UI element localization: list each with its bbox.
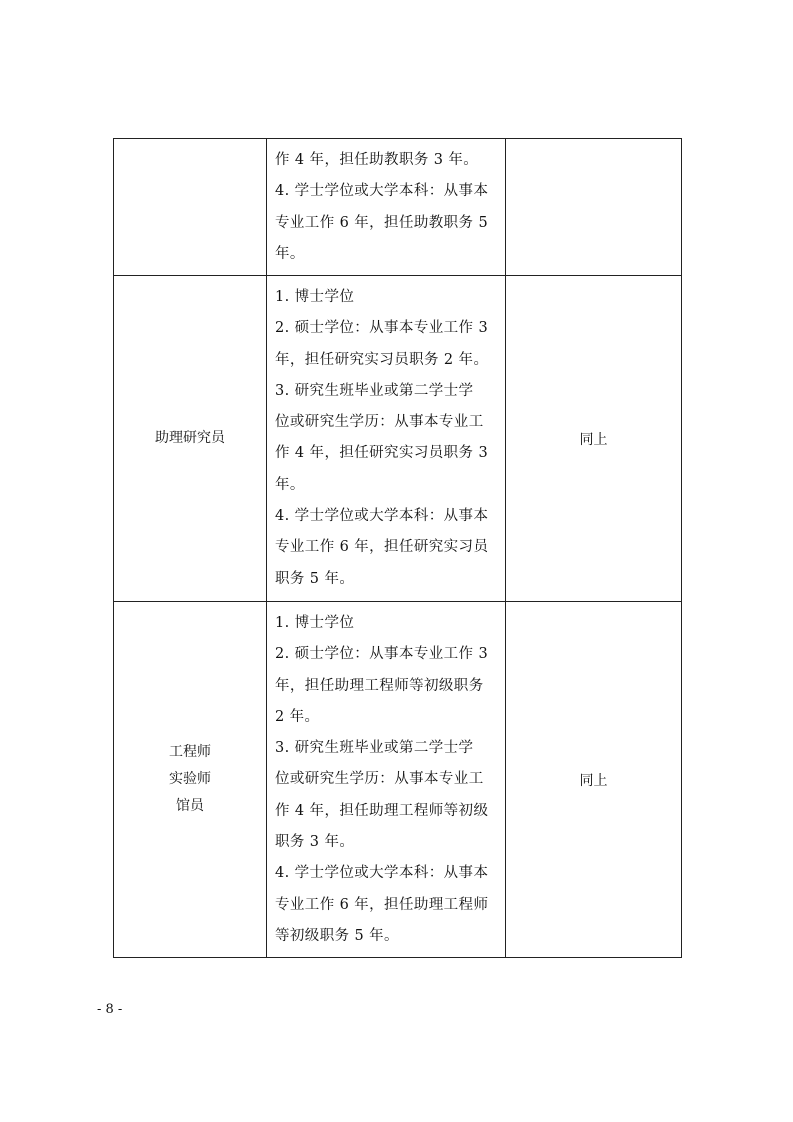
category-label: 馆员 — [176, 798, 204, 814]
requirement-line: 位或研究生学历：从事本专业工 — [275, 414, 484, 431]
requirements-cell — [267, 602, 506, 958]
requirement-line: 职务 5 年。 — [275, 570, 355, 587]
note-cell — [506, 276, 682, 602]
requirement-line: 2. 硕士学位：从事本专业工作 3 — [275, 320, 489, 337]
requirement-line: 2. 硕士学位：从事本专业工作 3 — [275, 646, 489, 663]
table-row — [114, 276, 682, 602]
note-cell — [506, 139, 682, 276]
requirement-line: 1. 博士学位 — [275, 289, 355, 305]
requirement-line: 1. 博士学位 — [275, 615, 355, 631]
note-text: 同上 — [579, 772, 608, 789]
table-row — [114, 602, 682, 958]
requirement-line: 年，担任研究实习员职务 2 年。 — [275, 351, 489, 368]
requirement-line: 4. 学士学位或大学本科：从事本 — [275, 508, 489, 525]
category-cell — [114, 602, 267, 958]
requirement-line: 作 4 年，担任研究实习员职务 3 — [275, 445, 489, 462]
requirement-line: 3. 研究生班毕业或第二学士学 — [275, 740, 474, 757]
requirement-line: 4. 学士学位或大学本科：从事本 — [275, 865, 489, 882]
requirement-line: 作 4 年，担任助教职务 3 年。 — [275, 152, 479, 168]
requirement-line: 位或研究生学历：从事本专业工 — [275, 771, 484, 788]
category-label: 助理研究员 — [155, 430, 225, 446]
requirement-line: 作 4 年，担任助理工程师等初级 — [275, 802, 489, 819]
requirement-line: 年。 — [275, 476, 305, 493]
requirements-cell — [267, 139, 506, 276]
requirement-line: 年，担任助理工程师等初级职务 — [275, 677, 484, 694]
category-cell — [114, 276, 267, 602]
table-row — [114, 139, 682, 276]
requirement-line: 4. 学士学位或大学本科：从事本 — [275, 183, 489, 200]
requirement-line: 专业工作 6 年，担任研究实习员 — [275, 539, 489, 556]
page-number: - 8 - — [97, 1002, 123, 1017]
requirement-line: 3. 研究生班毕业或第二学士学 — [275, 382, 474, 399]
requirements-cell — [267, 276, 506, 602]
note-cell — [506, 602, 682, 958]
requirement-line: 专业工作 6 年，担任助教职务 5 — [275, 214, 489, 231]
requirement-line: 年。 — [275, 245, 305, 262]
requirement-line: 专业工作 6 年，担任助理工程师 — [275, 896, 489, 913]
category-label: 实验师 — [169, 771, 211, 787]
requirement-line: 等初级职务 5 年。 — [275, 927, 399, 944]
note-text: 同上 — [579, 431, 608, 448]
requirement-line: 2 年。 — [275, 708, 320, 725]
qualification-table — [113, 138, 682, 958]
category-cell — [114, 139, 267, 276]
category-label: 工程师 — [169, 744, 211, 760]
requirement-line: 职务 3 年。 — [275, 834, 355, 851]
